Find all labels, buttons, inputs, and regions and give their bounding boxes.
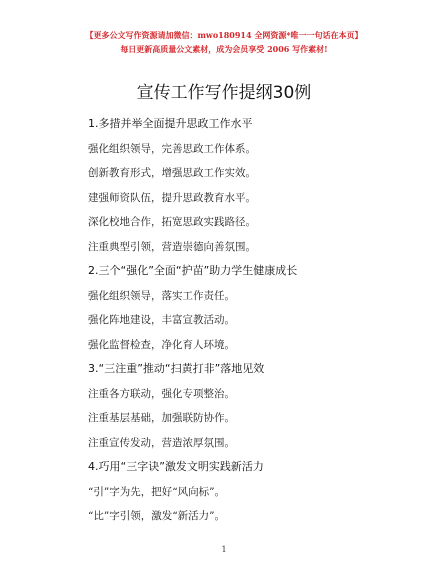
section-heading: 4.巧用“三字诀”激发文明实践新活力: [88, 460, 264, 473]
outline-item: 注重各方联动，强化专项整治。: [88, 387, 235, 400]
outline-item: 创新教育形式，增强思政工作实效。: [88, 167, 256, 179]
document-title: 宣传工作写作提纲30例: [136, 83, 312, 103]
outline-item: 注重典型引领，营造崇德向善氛围。: [88, 240, 256, 253]
section-heading: 1.多措并举全面提升思政工作水平: [88, 117, 253, 130]
outline-item: 强化监督检查，净化育人环境。: [88, 338, 235, 351]
outline-item: “比”字引领，激发“新活力”。: [88, 510, 225, 522]
page-number: 1: [221, 545, 227, 554]
outline-item: 强化组织领导，完善思政工作体系。: [88, 142, 256, 155]
section-heading: 3.“三注重”推动“扫黄打非”落地见效: [88, 362, 265, 375]
outline-item: 注重宣传发动，营造浓厚氛围。: [88, 436, 235, 449]
outline-item: “引”字为先，把好“风向标”。: [88, 485, 225, 498]
document-body: [88, 112, 408, 529]
outline-item: 强化组织领导，落实工作责任。: [88, 289, 235, 302]
outline-item: 强化阵地建设，丰富宣教活动。: [88, 314, 235, 326]
outline-item: 建强师资队伍，提升思政教育水平。: [88, 191, 256, 204]
outline-item: 注重基层基础，加强联防协作。: [88, 412, 235, 424]
section-heading: 2.三个“强化”全面“护苗”助力学生健康成长: [88, 264, 298, 277]
promo-banner-line-2: 每日更新高质量公文素材，成为会员享受 2006 写作素材!: [120, 44, 328, 54]
promo-banner-line-1: 【更多公文写作资源请加微信：mwo180914 全网资源*唯一一句话在本页】: [85, 30, 363, 40]
outline-item: 深化校地合作，拓宽思政实践路径。: [88, 216, 256, 228]
